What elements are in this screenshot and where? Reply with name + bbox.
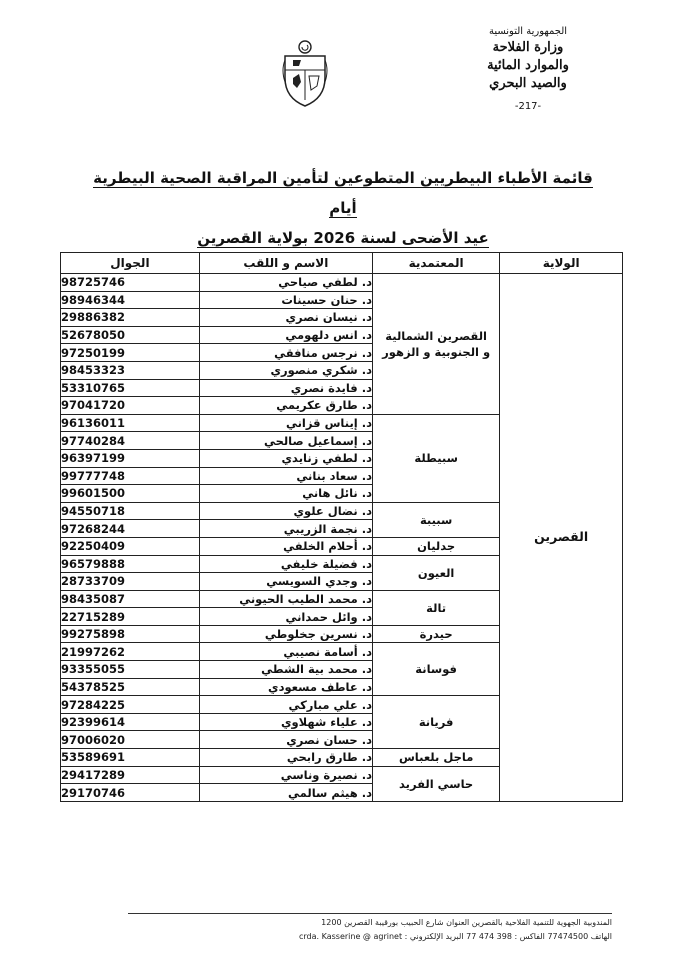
ministry-line-1: وزارة الفلاحة	[492, 40, 564, 55]
table-body	[61, 274, 623, 802]
vet-name-cell: د. إسماعيل صالحي	[199, 432, 372, 450]
vet-name-cell: د. انس دلهومي	[199, 326, 372, 344]
delegation-cell	[372, 537, 499, 555]
vet-name-cell: د. هيثم سالمي	[199, 784, 372, 802]
vet-name-cell: د. عاطف مسعودي	[199, 678, 372, 696]
vet-phone-cell: 99601500	[61, 485, 200, 503]
header-name: الاسم و اللقب	[199, 253, 372, 274]
vet-name-cell: د. لطفي صياحي	[199, 274, 372, 292]
vet-name-cell: د. نرجس منافقي	[199, 344, 372, 362]
vet-phone-cell: 21997262	[61, 643, 200, 661]
vet-phone-cell: 96579888	[61, 555, 200, 573]
vet-phone-cell: 97041720	[61, 397, 200, 415]
vet-name-cell: د. حنان حسينات	[199, 291, 372, 309]
vet-phone-cell: 29170746	[61, 784, 200, 802]
header-delegation: المعتمدية	[372, 253, 499, 274]
vet-name-cell: د. شكري منصوري	[199, 361, 372, 379]
delegation-label: و الجنوبية و الزهور	[382, 344, 491, 359]
delegation-label: سبيطلة	[414, 451, 458, 466]
delegation-label: سبيبة	[419, 512, 453, 527]
document-number: -217-	[514, 101, 542, 112]
vet-name-cell: د. وائل حمداني	[199, 608, 372, 626]
footer-contact: الهاتف 77474500 الفاكس : 398 474 77 البريد الإلكتروني : crda. Kasserine @ agrinet	[299, 932, 612, 941]
vet-name-cell: د. إيناس قزاني	[199, 414, 372, 432]
footer-address: المندوبية الجهوية للتنمية الفلاحية بالقصرين العنوان شارع الحبيب بورقيبة القصرين 1200	[321, 918, 612, 927]
delegation-cell	[372, 555, 499, 590]
vet-name-cell: د. طارق عكريمي	[199, 397, 372, 415]
vet-phone-cell: 97284225	[61, 696, 200, 714]
delegation-cell	[372, 502, 499, 537]
delegation-label: العيون	[417, 565, 455, 580]
delegation-cell	[372, 696, 499, 749]
delegation-label: تالة	[426, 600, 447, 615]
delegation-label: جدليان	[417, 539, 456, 554]
vet-phone-cell: 98453323	[61, 361, 200, 379]
vet-name-cell: د. علي مباركي	[199, 696, 372, 714]
vet-name-cell: د. أحلام الخلفي	[199, 537, 372, 555]
vet-phone-cell: 96136011	[61, 414, 200, 432]
wilaya-cell: القصرين	[500, 274, 623, 802]
letterhead	[468, 26, 588, 112]
delegation-cell	[372, 749, 499, 767]
delegation-label: ماجل بلعباس	[398, 750, 474, 765]
delegation-cell	[372, 414, 499, 502]
vet-name-cell: د. محمد الطيب الحيوني	[199, 590, 372, 608]
vet-phone-cell: 93355055	[61, 661, 200, 679]
vet-name-cell: د. وجدي السويسي	[199, 573, 372, 591]
vet-phone-cell: 97268244	[61, 520, 200, 538]
vet-phone-cell: 92250409	[61, 537, 200, 555]
delegation-cell	[372, 625, 499, 643]
vet-phone-cell: 99777748	[61, 467, 200, 485]
vet-phone-cell: 96397199	[61, 449, 200, 467]
table-header-row	[61, 253, 623, 274]
vet-phone-cell: 98946344	[61, 291, 200, 309]
footer-divider	[128, 913, 612, 914]
delegation-label: فريانة	[418, 715, 454, 730]
vet-name-cell: د. حسان نصري	[199, 731, 372, 749]
veterinarians-table	[60, 252, 623, 802]
footer	[128, 916, 612, 944]
vet-phone-cell: 97250199	[61, 344, 200, 362]
vet-phone-cell: 22715289	[61, 608, 200, 626]
vet-phone-cell: 98725746	[61, 274, 200, 292]
header-wilaya: الولاية	[500, 253, 623, 274]
vet-name-cell: د. نجمة الزريبي	[199, 520, 372, 538]
header-mobile: الجوال	[61, 253, 200, 274]
vet-phone-cell: 54378525	[61, 678, 200, 696]
vet-name-cell: د. نائل هاني	[199, 485, 372, 503]
table-row	[61, 274, 623, 292]
delegation-cell	[372, 643, 499, 696]
vet-phone-cell: 92399614	[61, 713, 200, 731]
vet-phone-cell: 53589691	[61, 749, 200, 767]
ministry-line-2: والموارد المائية والصيد البحري	[487, 58, 569, 91]
vet-phone-cell: 53310765	[61, 379, 200, 397]
vet-phone-cell: 94550718	[61, 502, 200, 520]
vet-name-cell: د. أسامة نصيبي	[199, 643, 372, 661]
vet-name-cell: د. نصيرة وناسي	[199, 766, 372, 784]
delegation-cell	[372, 590, 499, 625]
vet-name-cell: د. نسرين جخلوطي	[199, 625, 372, 643]
tunisia-coat-of-arms-icon	[279, 38, 331, 108]
vet-name-cell: د. علياء شهلاوي	[199, 713, 372, 731]
title-line-2: عيد الأضحى لسنة 2026 بولاية القصرين	[197, 229, 489, 247]
vet-phone-cell: 28733709	[61, 573, 200, 591]
delegation-cell	[372, 766, 499, 801]
delegation-label: حيدرة	[419, 627, 453, 642]
vet-name-cell: د. فضيلة خليفي	[199, 555, 372, 573]
delegation-label: حاسي الفريد	[399, 776, 474, 791]
vet-name-cell: د. نضال علوي	[199, 502, 372, 520]
document-title	[90, 163, 596, 253]
vet-name-cell: د. طارق رابحي	[199, 749, 372, 767]
vet-name-cell: د. نيسان نصري	[199, 309, 372, 327]
vet-phone-cell: 97740284	[61, 432, 200, 450]
vet-name-cell: د. سعاد بناني	[199, 467, 372, 485]
vet-name-cell: د. فايدة نصري	[199, 379, 372, 397]
republic-label: الجمهورية التونسية	[488, 26, 568, 37]
vet-name-cell: د. محمد بية الشطي	[199, 661, 372, 679]
delegation-label: القصرين الشمالية	[385, 328, 487, 343]
vet-phone-cell: 29417289	[61, 766, 200, 784]
vet-phone-cell: 97006020	[61, 731, 200, 749]
delegation-cell	[372, 274, 499, 415]
title-line-1: قائمة الأطباء البيطريين المتطوعين لتأمين المراقبة الصحية البيطرية أيام	[93, 169, 593, 217]
vet-phone-cell: 29886382	[61, 309, 200, 327]
vet-phone-cell: 52678050	[61, 326, 200, 344]
vet-phone-cell: 99275898	[61, 625, 200, 643]
delegation-label: فوسانة	[415, 662, 457, 677]
vet-name-cell: د. لطفي زنايدي	[199, 449, 372, 467]
vet-phone-cell: 98435087	[61, 590, 200, 608]
